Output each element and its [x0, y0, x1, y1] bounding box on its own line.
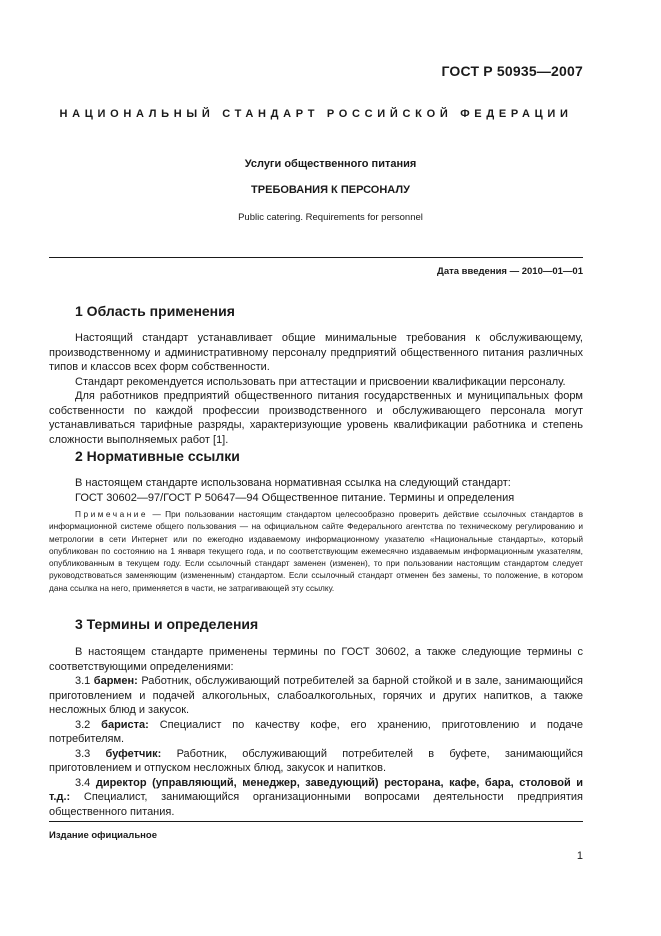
edition-label: Издание официальное [49, 830, 157, 841]
term-definition: Специалист, занимающийся организационными вопросами деятельности предприятия общественного питания. [49, 791, 583, 818]
section-1-heading: 1 Область применения [75, 303, 235, 319]
national-standard-banner: НАЦИОНАЛЬНЫЙ СТАНДАРТ РОССИЙСКОЙ ФЕДЕРАЦИИ [59, 108, 573, 120]
page-number: 1 [576, 850, 583, 862]
section-2-body [49, 476, 583, 505]
term-definition: Работник, обслуживающий потребителей за барной стойкой и в зале, занимающийся приготовлением и подачей алкогольных, слабоалкогольных, горячих и других напитков, а также несложных блюд и закусок. [49, 675, 584, 716]
section-3-body [49, 645, 583, 819]
term-number: 3.1 [75, 675, 91, 687]
term-entry [49, 747, 583, 776]
note [49, 508, 583, 594]
header-divider [49, 257, 583, 258]
title-line-2: ТРЕБОВАНИЯ К ПЕРСОНАЛУ [251, 184, 410, 196]
term-entry [49, 718, 583, 747]
paragraph: В настоящем стандарте применены термины по ГОСТ 30602, а также следующие термины с соответствующими определениями: [49, 646, 583, 673]
section-1-body [49, 331, 583, 447]
term-definition: Специалист по качеству кофе, его хранению, приготовлению и подаче потребителям. [49, 718, 584, 745]
introduction-date: Дата введения — 2010—01—01 [437, 266, 583, 277]
section-2-heading: 2 Нормативные ссылки [75, 448, 240, 464]
section-3-heading: 3 Термины и определения [75, 616, 259, 632]
term-entry [49, 776, 583, 820]
paragraph: Стандарт рекомендуется использовать при аттестации и присвоении квалификации персоналу. [75, 375, 566, 388]
term-entry [49, 674, 583, 718]
standard-number: ГОСТ Р 50935—2007 [441, 63, 583, 79]
term-number: 3.3 [75, 747, 91, 760]
term-name: директор (управляющий, менеджер, заведующий) ресторана, кафе, бара, столовой и т.д.: [49, 776, 584, 803]
term-definition: Работник, обслуживающий потребителей в буфете, занимающийся приготовлением и отпуском несложных блюд, закусок и напитков. [49, 747, 583, 774]
paragraph: Настоящий стандарт устанавливает общие минимальные требования к обслуживающему, производственному и административному персоналу предприятий общественного питания различных типов и классов всех форм собственности. [49, 332, 583, 373]
normative-reference: ГОСТ 30602—97/ГОСТ Р 50647—94 Общественное питание. Термины и определения [75, 491, 515, 504]
term-number: 3.2 [75, 718, 91, 731]
term-name: бариста: [101, 718, 149, 731]
note-label: Примечание [75, 509, 149, 519]
title-english: Public catering. Requirements for personnel [238, 212, 423, 223]
paragraph: В настоящем стандарте использована нормативная ссылка на следующий стандарт: [75, 477, 511, 489]
term-name: бармен: [93, 675, 138, 687]
footer-divider [49, 821, 583, 822]
term-number: 3.4 [75, 776, 91, 789]
paragraph: Для работников предприятий общественного питания государственных и муниципальных форм собственности по каждой профессии производственного и обслуживающего персонала могут устанавливаться тарифные разряды, характеризующие уровень квалификации работника и степень сложности выполняемых работ [1]. [49, 390, 583, 446]
title-line-1: Услуги общественного питания [244, 158, 417, 170]
note-text: — При пользовании настоящим стандартом целесообразно проверить действие ссылочных стандартов в информационной системе общего пользования — на официальном сайте Федерального агентства по техническому регулированию и метрологии в сети Интернет или по ежегодно издаваемому информационному указателю «Национальные стандарты», который опубликован по состоянию на 1 января текущего года, и по соответствующим ежемесячно издаваемым информационным указателям, опубликованным в текущем году. Если ссылочный стандарт заменен (изменен), то при пользовании настоящим стандартом следует руководствоваться заменяющим (измененным) стандартом. Если ссылочный стандарт отменен без замены, то положение, в котором дана ссылка на него, применяется в части, не затрагивающей эту ссылку. [49, 509, 583, 593]
term-name: буфетчик: [105, 747, 162, 760]
